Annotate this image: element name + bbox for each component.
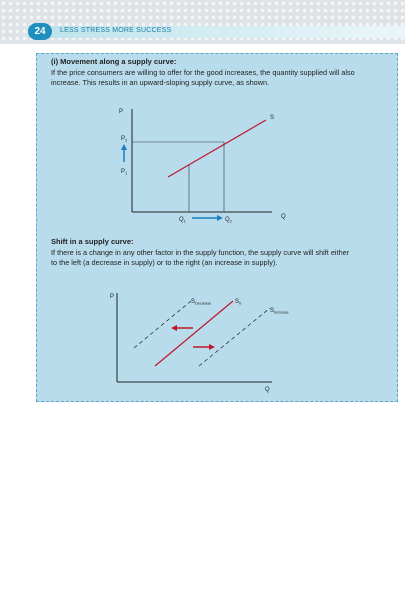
graph2-y-label: P bbox=[110, 294, 115, 300]
shift-right-arrow bbox=[193, 344, 215, 350]
price-increase-arrow bbox=[121, 144, 127, 162]
p2-label: $P_2$ bbox=[121, 136, 128, 143]
graph1-x-label: Q bbox=[281, 214, 286, 220]
section-heading-movement: (i) Movement along a supply curve: bbox=[51, 57, 177, 66]
shift-left-arrow bbox=[171, 325, 193, 331]
p1-label: $P_1$ bbox=[121, 169, 128, 176]
q1-label: $Q_1$ bbox=[179, 217, 186, 224]
supply-curve-s0 bbox=[155, 301, 233, 366]
section-heading-shift: Shift in a supply curve: bbox=[51, 237, 134, 246]
supply-curve-s bbox=[168, 120, 266, 177]
s-increase-label: $S_{Increase}$ bbox=[270, 308, 289, 315]
supply-curve-increase bbox=[199, 308, 270, 366]
graph2-x-label: Q bbox=[265, 387, 270, 393]
content-panel bbox=[36, 53, 398, 402]
quantity-increase-arrow bbox=[192, 215, 223, 221]
s-decrease-label: $S_{Decrease}$ bbox=[191, 299, 212, 306]
section-text-movement: If the price consumers are willing to offer for the good increases, the quantity supplied will also increase. This results in an upward-sloping supply curve, as shown. bbox=[51, 68, 355, 87]
shift-in-supply-graph bbox=[37, 288, 399, 398]
q2-label: $Q_2$ bbox=[225, 217, 232, 224]
section-text-shift: If there is a change in any other factor in the supply function, the supply curve will shift either to the left (a decrease in supply) or to the right (an increase in supply). bbox=[51, 248, 350, 267]
supply-curve-decrease bbox=[134, 301, 191, 348]
s0-label: $S_0$ bbox=[235, 299, 242, 306]
graph1-y-label: P bbox=[119, 109, 124, 115]
page-number: 24 bbox=[28, 23, 52, 40]
running-title: LESS STRESS MORE SUCCESS bbox=[60, 27, 172, 34]
supply-curve-label: S bbox=[270, 115, 275, 121]
